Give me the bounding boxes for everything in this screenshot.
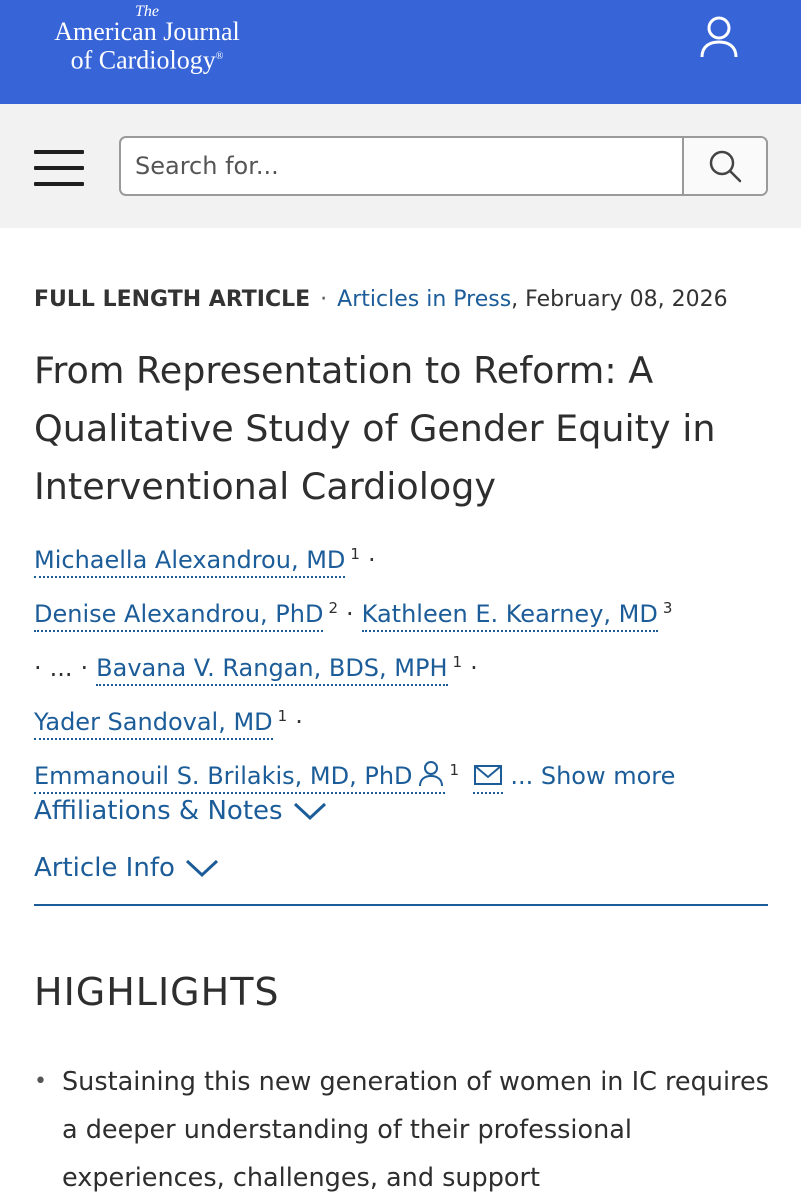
authors-ellipsis: ... [49, 654, 73, 682]
hamburger-menu-button[interactable] [34, 148, 86, 188]
affiliation-number: 1 [350, 545, 360, 563]
article-info-label: Article Info [34, 853, 175, 883]
author-line [34, 584, 774, 638]
search-icon [707, 148, 743, 184]
author-link[interactable]: Michaella Alexandrou, MD [34, 546, 345, 578]
author-separator: · [295, 708, 303, 736]
logo-line-2 [36, 44, 258, 74]
author-line [34, 530, 774, 584]
journal-logo[interactable] [36, 4, 258, 74]
section-divider [34, 904, 768, 906]
affiliation-number: 1 [449, 761, 460, 779]
chevron-down-icon [185, 858, 219, 878]
author-separator: · [367, 546, 376, 574]
highlight-item: • Sustaining this new generation of women in IC requires a deeper understanding of their professional experiences, challenges, and support [34, 1058, 774, 1202]
chevron-down-icon [293, 801, 327, 821]
author-separator: · [346, 600, 354, 628]
article-type: FULL LENGTH ARTICLE [34, 287, 311, 312]
logo-line-1: American Journal [54, 17, 240, 46]
author-link[interactable]: Denise Alexandrou, PhD [34, 600, 323, 632]
affiliation-number: 1 [277, 707, 288, 725]
user-account-button[interactable] [694, 12, 744, 62]
article-title: From Representation to Reform: A Qualitative Study of Gender Equity in Interventional Cardiology [34, 349, 716, 508]
search-bar-area [0, 104, 801, 228]
articles-in-press-link[interactable]: Articles in Press [337, 287, 512, 312]
author-line [34, 692, 774, 746]
search-button[interactable] [682, 138, 766, 194]
search-box [119, 136, 768, 196]
show-more-authors-button[interactable]: ... Show more [510, 762, 676, 790]
author-link[interactable]: Yader Sandoval, MD [34, 708, 273, 740]
menu-icon-bar [34, 150, 84, 154]
author-separator: · [34, 654, 42, 682]
person-icon [417, 759, 445, 787]
site-header [0, 0, 801, 104]
author-link[interactable]: Kathleen E. Kearney, MD [362, 600, 658, 632]
author-separator: · [470, 654, 478, 682]
author-list [34, 530, 774, 800]
affiliation-number: 1 [452, 653, 463, 671]
author-link[interactable]: Bavana V. Rangan, BDS, MPH [96, 654, 447, 686]
logo-registered-mark: ® [215, 51, 224, 62]
logo-line-2-text: of Cardiology [70, 45, 216, 75]
author-line [34, 746, 774, 800]
menu-icon-bar [34, 182, 84, 186]
envelope-icon [473, 763, 503, 787]
corresponding-author-link[interactable] [34, 762, 445, 794]
meta-separator: · [320, 287, 328, 312]
article-meta [34, 284, 728, 316]
affiliation-number: 2 [328, 599, 339, 617]
affiliations-notes-toggle[interactable] [34, 796, 327, 826]
article-info-toggle[interactable] [34, 853, 219, 883]
author-line [34, 638, 774, 692]
author-separator: · [80, 654, 89, 682]
search-input[interactable] [121, 138, 683, 194]
highlights-heading: HIGHLIGHTS [34, 970, 280, 1014]
logo-the: The [135, 3, 159, 20]
highlights-list [34, 1058, 774, 1202]
affiliations-notes-label: Affiliations & Notes [34, 796, 283, 826]
author-name: Emmanouil S. Brilakis, MD, PhD [34, 762, 413, 790]
menu-icon-bar [34, 166, 84, 170]
affiliation-number: 3 [662, 599, 673, 617]
user-icon [699, 15, 739, 59]
email-author-link[interactable] [473, 762, 503, 794]
publication-date: , February 08, 2026 [511, 287, 728, 312]
